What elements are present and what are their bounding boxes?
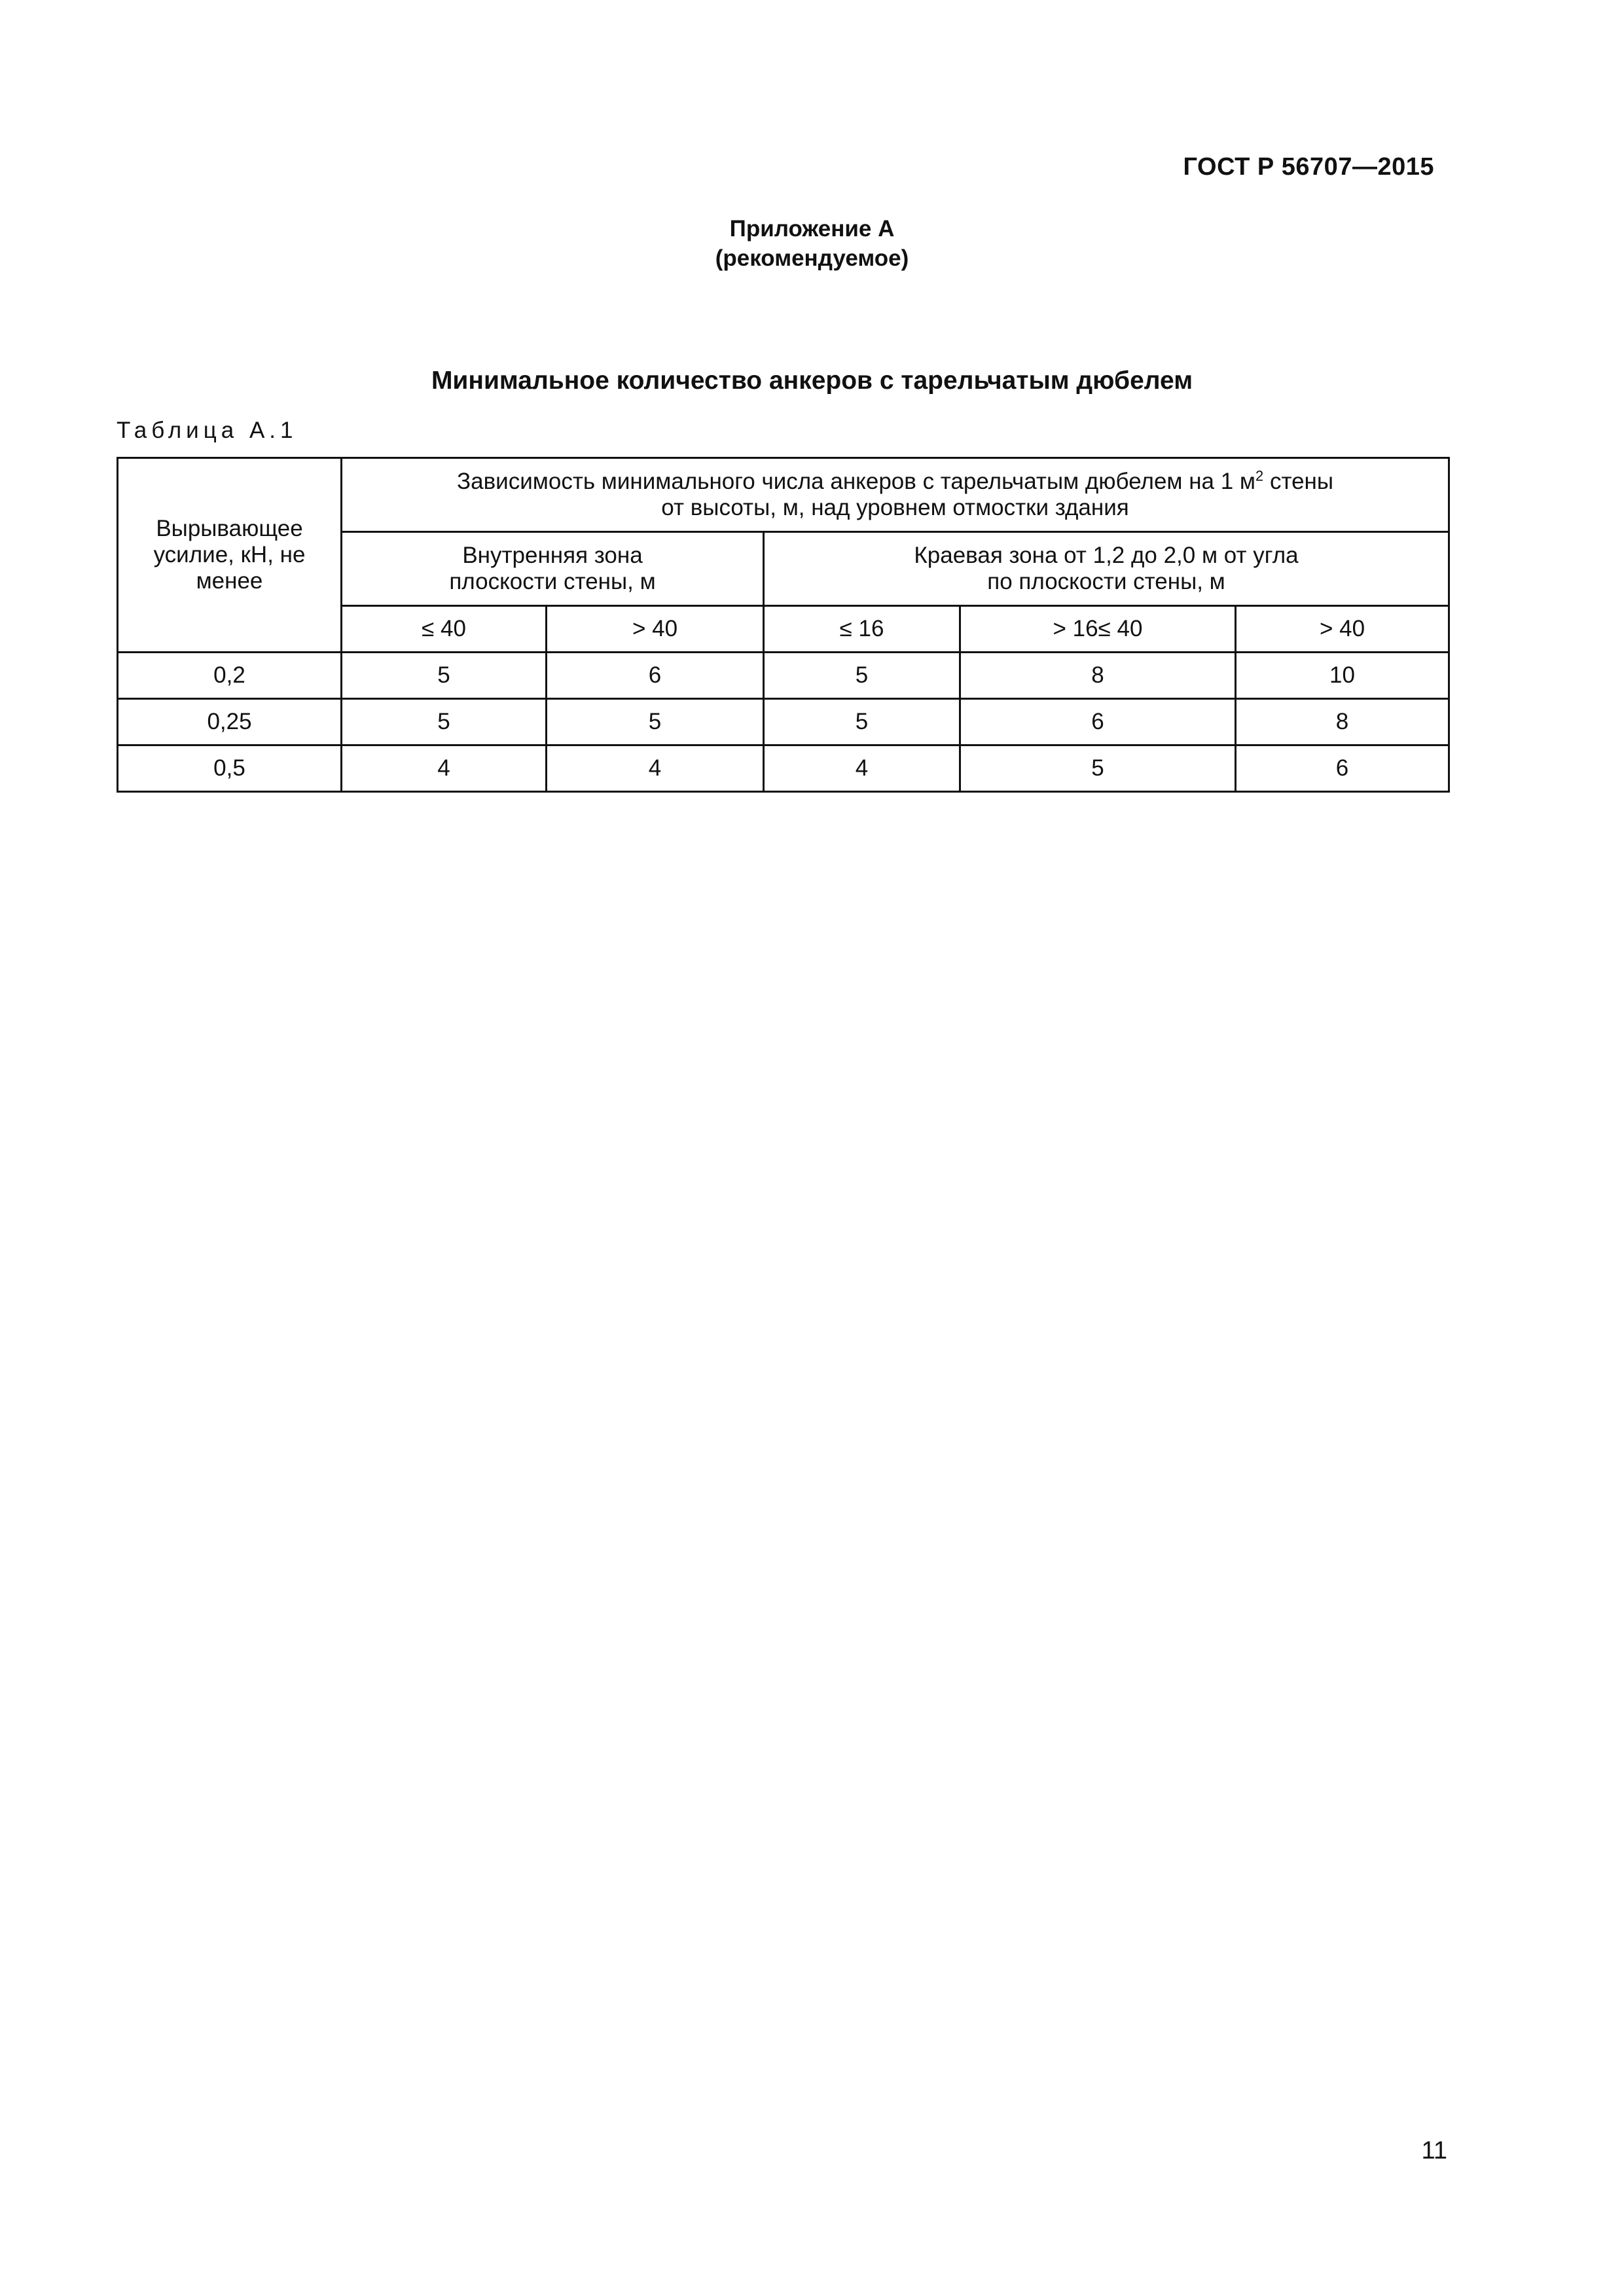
subheader-cell: ≤ 16 [764, 606, 960, 653]
anchors-table [117, 457, 1450, 793]
table-heading: Минимальное количество анкеров с тарельчатым дюбелем [431, 367, 1193, 395]
table-label: Таблица А.1 [117, 418, 298, 443]
appendix-kind: (рекомендуемое) [715, 245, 909, 271]
header-row-1 [118, 458, 1449, 532]
table-cell: 6 [960, 699, 1236, 745]
page-number: 11 [1421, 2137, 1447, 2164]
group-header [342, 458, 1449, 532]
table-cell: 5 [764, 653, 960, 699]
subheader-cell: > 16≤ 40 [960, 606, 1236, 653]
subheader-cell: > 40 [547, 606, 764, 653]
group-header-line1: Зависимость минимального числа анкеров с тарельчатым дюбелем на 1 $м^2$ стены [456, 467, 1334, 494]
table-row [118, 699, 1449, 745]
inner-zone-header: Внутренняя зона плоскости стены, м [342, 532, 764, 606]
group-header-line2: от высоты, м, над уровнем отмостки здания [661, 495, 1129, 520]
table-cell: 0,25 [118, 699, 342, 745]
table-cell: 0,5 [118, 745, 342, 792]
edge-zone-header: Краевая зона от 1,2 до 2,0 м от угла по плоскости стены, м [764, 532, 1449, 606]
table-cell: 6 [1236, 745, 1449, 792]
table-row [118, 653, 1449, 699]
table-cell: 8 [1236, 699, 1449, 745]
table-cell: 4 [547, 745, 764, 792]
appendix-title: Приложение А [729, 216, 895, 242]
table-row [118, 745, 1449, 792]
table-cell: 8 [960, 653, 1236, 699]
table-cell: 5 [960, 745, 1236, 792]
table-cell: 4 [342, 745, 547, 792]
table-cell: 5 [342, 653, 547, 699]
table-cell: 10 [1236, 653, 1449, 699]
table-cell: 5 [342, 699, 547, 745]
table-cell: 6 [547, 653, 764, 699]
table-cell: 0,2 [118, 653, 342, 699]
subheader-cell: ≤ 40 [342, 606, 547, 653]
table-cell: 5 [764, 699, 960, 745]
subheader-cell: > 40 [1236, 606, 1449, 653]
table-cell: 5 [547, 699, 764, 745]
document-code: ГОСТ Р 56707—2015 [1183, 153, 1434, 181]
pull-force-header: Вырывающее усилие, кН, не менее [118, 458, 342, 653]
table-cell: 4 [764, 745, 960, 792]
